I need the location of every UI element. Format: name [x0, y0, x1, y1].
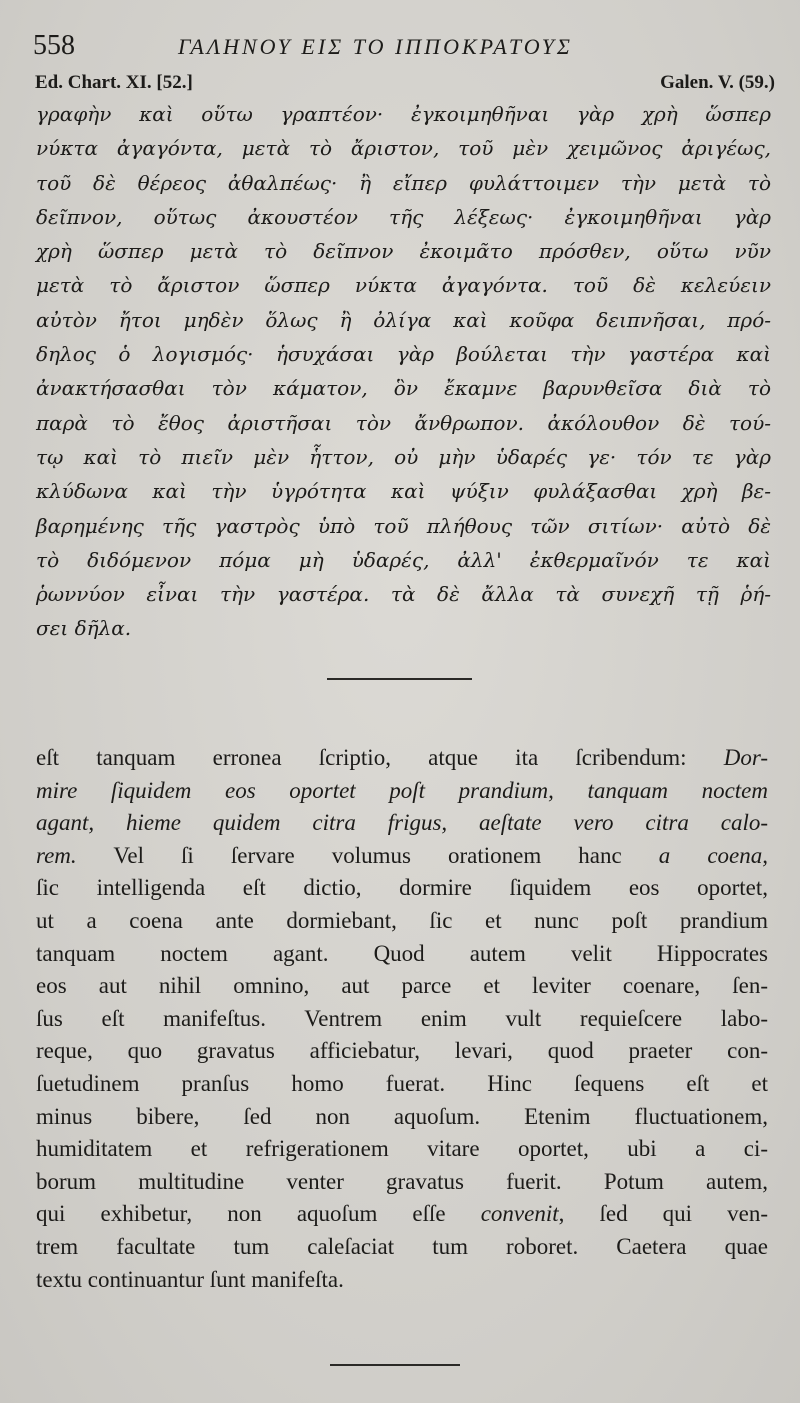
latin-italic-text: agant, hieme quidem citra frigus, aeſtate vero citra calo- — [36, 810, 768, 836]
latin-italic-text: mire ſiquidem eos oportet poſt prandium, tanquam noctem — [36, 777, 768, 803]
greek-line: δηλος ὁ λογισμός· ἡσυχάσαι γὰρ βούλεται τὴν γαστέρα καὶ — [36, 342, 771, 367]
greek-line: αὐτὸν ἤτοι μηδὲν ὅλως ἢ ὀλίγα καὶ κοῦφα δειπνῆσαι, πρό- — [36, 307, 771, 332]
section-divider — [327, 678, 472, 680]
greek-line: μετὰ τὸ ἄριστον ὥσπερ νύκτα ἀγαγόντα. τοῦ δὲ κελεύειν — [36, 273, 771, 298]
greek-line: χρὴ ὥσπερ μετὰ τὸ δεῖπνον ἐκοιμᾶτο πρόσθεν, οὕτω νῦν — [36, 239, 771, 264]
latin-italic-text: a coena, — [658, 842, 769, 868]
greek-line: γραφὴν καὶ οὕτω γραπτέον· ἐγκοιμηθῆναι γὰρ χρὴ ὥσπερ — [36, 102, 771, 126]
latin-line: textu continuantur ſunt manifeſta. — [36, 1266, 344, 1292]
latin-text-block — [36, 742, 768, 1296]
latin-line: eos aut nihil omnino, aut parce et leviter coenare, ſen- — [36, 973, 768, 999]
latin-line: ſuetudinem pranſus homo fuerat. Hinc ſequens eſt et — [36, 1070, 768, 1096]
latin-line — [36, 742, 768, 775]
latin-line: ſus eſt manifeſtus. Ventrem enim vult requieſcere labo- — [36, 1005, 768, 1031]
greek-line: τὸ διδόμενον πόμα μὴ ὑδαρές, ἀλλ' ἐκθερμαῖνόν τε καὶ — [36, 547, 771, 572]
edition-reference: Ed. Chart. XI. [52.] — [35, 72, 193, 93]
greek-line: τοῦ δὲ θέρεος ἀθαλπέως· ἢ εἴπερ φυλάττοιμεν τὴν μετὰ τὸ — [36, 170, 771, 195]
edition-reference-line — [35, 72, 775, 100]
latin-line — [36, 775, 768, 808]
latin-line: ut a coena ante dormiebant, ſic et nunc poſt prandium — [36, 907, 768, 933]
greek-line: δεῖπνον, οὕτως ἀκουστέον τῆς λέξεως· ἐγκοιμηθῆναι γὰρ — [36, 204, 771, 229]
greek-text-block — [36, 97, 771, 646]
greek-line: βαρημένης τῆς γαστρὸς ὑπὸ τοῦ πλήθους τῶν σιτίων· αὐτὸ δὲ — [36, 513, 771, 538]
latin-italic-text: convenit — [480, 1201, 559, 1227]
latin-line — [36, 807, 768, 840]
greek-line: τῳ καὶ τὸ πιεῖν μὲν ἧττον, οὐ μὴν ὑδαρές γε· τόν τε γὰρ — [36, 444, 771, 469]
page-number: 558 — [33, 30, 75, 61]
greek-line: ἀνακτήσασθαι τὸν κάματον, ὃν ἔκαμνε βαρυνθεῖσα διὰ τὸ — [36, 376, 771, 401]
latin-text: , ſed qui ven- — [558, 1201, 769, 1227]
latin-text: eſt tanquam erronea ſcriptio, atque ita ſcribendum: — [36, 745, 687, 770]
latin-line: minus bibere, ſed non aquoſum. Etenim fluctuationem, — [36, 1103, 768, 1129]
latin-line — [36, 840, 768, 873]
section-divider — [330, 1364, 460, 1366]
latin-italic-text: rem. — [36, 842, 77, 868]
latin-line: tanquam noctem agant. Quod autem velit Hippocrates — [36, 940, 768, 966]
latin-text: Vel ſi ſervare volumus orationem hanc — [113, 842, 622, 868]
latin-line: ſic intelligenda eſt dictio, dormire ſiquidem eos oportet, — [36, 875, 768, 901]
greek-line: νύκτα ἀγαγόντα, μετὰ τὸ ἄριστον, τοῦ μὲν χειμῶνος ἀριγέως, — [36, 136, 771, 161]
page-header — [33, 30, 773, 64]
greek-line: σει δῆλα. — [36, 616, 132, 641]
galen-reference: Galen. V. (59.) — [660, 72, 775, 93]
latin-line: trem facultate tum caleſaciat tum roboret. Caetera quae — [36, 1233, 768, 1259]
running-title: ΓΑΛΗΝΟΥ ΕΙΣ ΤΟ ΙΠΠΟΚΡΑΤΟΥΣ — [178, 34, 574, 59]
latin-italic-text: Dor- — [723, 745, 768, 770]
latin-line — [36, 1198, 768, 1231]
latin-line: humiditatem et refrigerationem vitare oportet, ubi a ci- — [36, 1136, 768, 1162]
latin-line: borum multitudine venter gravatus fuerit. Potum autem, — [36, 1168, 768, 1194]
greek-line: κλύδωνα καὶ τὴν ὑγρότητα καὶ ψύξιν φυλάξασθαι χρὴ βε- — [36, 479, 771, 504]
greek-line: παρὰ τὸ ἔθος ἀριστῆσαι τὸν ἄνθρωπον. ἀκόλουθον δὲ τού- — [36, 410, 771, 435]
greek-line: ῥωννύον εἶναι τὴν γαστέρα. τὰ δὲ ἄλλα τὰ συνεχῆ τῇ ῥή- — [36, 582, 771, 607]
latin-line: reque, quo gravatus afficiebatur, levari, quod praeter con- — [36, 1038, 768, 1064]
latin-text: qui exhibetur, non aquoſum eſſe — [36, 1201, 446, 1227]
